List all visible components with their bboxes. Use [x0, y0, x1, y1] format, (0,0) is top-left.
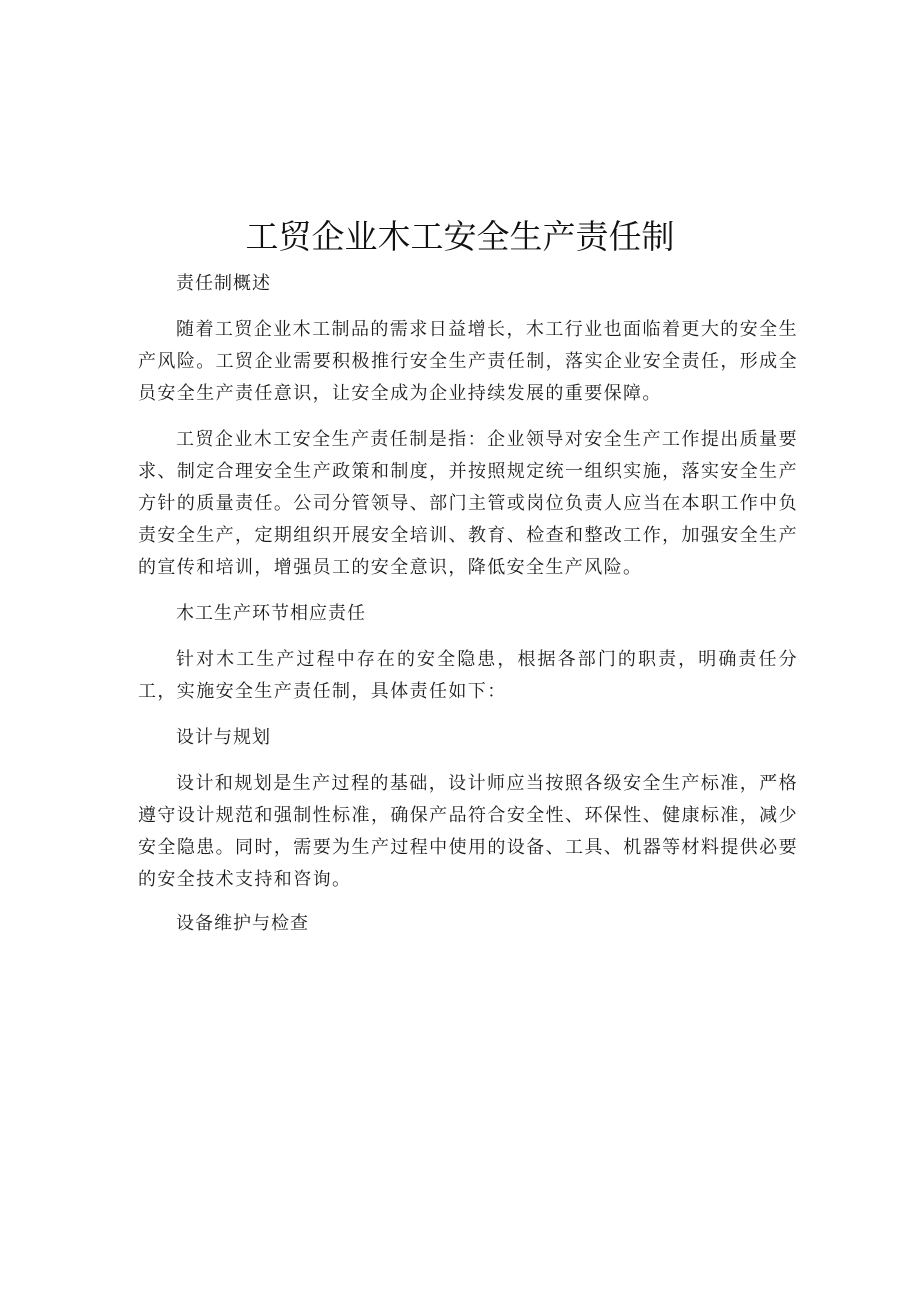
spacer: [138, 410, 798, 424]
section-heading-design: 设计与规划: [176, 727, 271, 748]
spacer: [138, 300, 798, 314]
spacer: [138, 708, 798, 722]
spacer: [138, 896, 798, 908]
paragraph-design-1: 设计和规划是生产过程的基础，设计师应当按照各级安全生产标准，严格遵守设计规范和强制性标准，确保产品符合安全性、环保性、健康标准，减少安全隐患。同时，需要为生产过程中使用的设备、工具、机器等材料提供必要的安全技术支持和咨询。: [138, 773, 798, 890]
spacer: [138, 630, 798, 644]
section-heading-overview: 责任制概述: [176, 273, 271, 294]
section-heading-maintenance: 设备维护与检查: [176, 913, 309, 934]
paragraph-overview-2: 工贸企业木工安全生产责任制是指：企业领导对安全生产工作提出质量要求、制定合理安全生产政策和制度，并按照规定统一组织实施，落实安全生产方针的质量责任。公司分管领导、部门主管或岗位负责人应当在本职工作中负责安全生产，定期组织开展安全培训、教育、检查和整改工作，加强安全生产的宣传和培训，增强员工的安全意识，降低安全生产风险。: [138, 429, 798, 578]
paragraph-overview-1: 随着工贸企业木工制品的需求日益增长，木工行业也面临着更大的安全生产风险。工贸企业需要积极推行安全生产责任制，落实企业安全责任，形成全员安全生产责任意识，让安全成为企业持续发展的重要保障。: [138, 319, 798, 404]
document-body: [138, 268, 798, 940]
document-title: 工贸企业木工安全生产责任制: [245, 217, 675, 256]
spacer: [138, 754, 798, 768]
spacer: [138, 584, 798, 598]
paragraph-stages-1: 针对木工生产过程中存在的安全隐患，根据各部门的职责，明确责任分工，实施安全生产责任制，具体责任如下：: [138, 649, 798, 702]
section-heading-stages: 木工生产环节相应责任: [176, 603, 366, 624]
